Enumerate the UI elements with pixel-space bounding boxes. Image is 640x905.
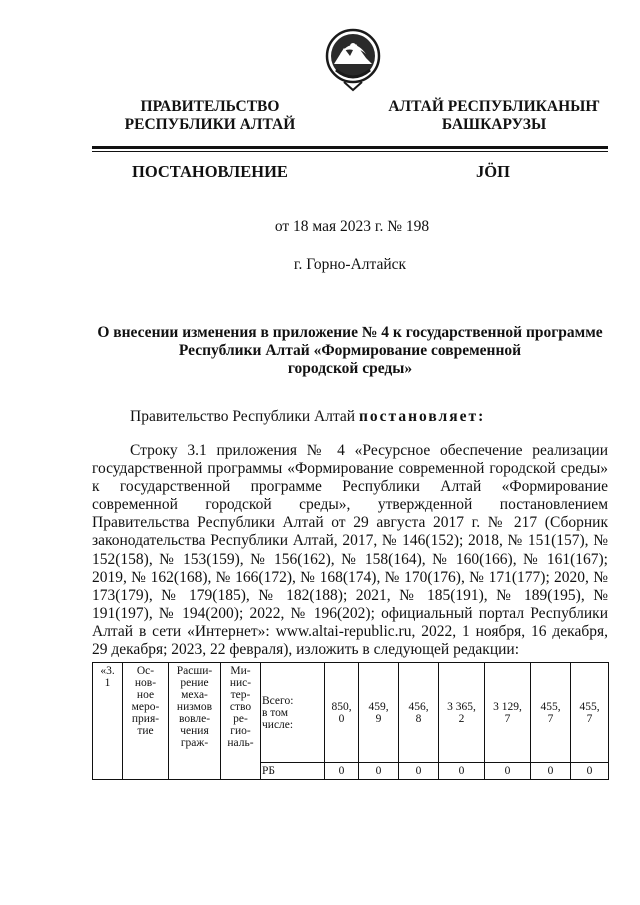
resolves-keyword: постановляет: [358, 408, 486, 425]
resolves-prefix: Правительство Республики Алтай [130, 408, 359, 425]
subject-title [92, 324, 608, 378]
table-cell-executor: Ми- нис- тер- ство ре- гио- наль- [221, 663, 261, 780]
table-cell-value: 0 [325, 763, 359, 780]
table-cell-value: 0 [531, 763, 571, 780]
header-right [380, 98, 608, 134]
table-cell-value: 0 [439, 763, 485, 780]
header-left [92, 98, 328, 134]
altai-coat-of-arms-icon [322, 26, 384, 92]
resolves-line [92, 408, 608, 426]
table-cell-value: 455, 7 [571, 663, 609, 763]
city: г. Горно-Алтайск [293, 256, 407, 273]
doc-type-left: ПОСТАНОВЛЕНИЕ [132, 162, 288, 181]
table-cell-value: 850, 0 [325, 663, 359, 763]
table-cell-value: 456, 8 [399, 663, 439, 763]
date-line: от 18 мая 2023 г. № 198 [274, 218, 430, 235]
table-cell-number: «3. 1 [93, 663, 123, 780]
table-cell-type: Ос- нов- ное меро- прия- тие [123, 663, 169, 780]
table-cell-value: 0 [359, 763, 399, 780]
header-right-line1: АЛТАЙ РЕСПУБЛИКАНЫҤ [388, 98, 600, 115]
subject-line2: Республики Алтай «Формирование современной [178, 342, 522, 359]
table-cell-value: 3 129, 7 [485, 663, 531, 763]
table-row [93, 663, 609, 763]
table-cell-value: 3 365, 2 [439, 663, 485, 763]
header-rule-thin [92, 151, 608, 152]
table-cell-value: 459, 9 [359, 663, 399, 763]
header-right-line2: БАШКАРУЗЫ [441, 116, 547, 133]
table-cell-value: 0 [485, 763, 531, 780]
table-cell-value: 455, 7 [531, 663, 571, 763]
table-cell-name: Расши- рение меха- низмов вовле- чения граж- [169, 663, 221, 780]
table-cell-value: 0 [399, 763, 439, 780]
subject-line1: О внесении изменения в приложение № 4 к государственной программе [97, 324, 603, 341]
resource-table [92, 662, 609, 780]
table-cell-value: 0 [571, 763, 609, 780]
table-cell-rb-label: РБ [261, 763, 325, 780]
table-cell-total-label: Всего: в том числе: [261, 663, 325, 763]
main-paragraph: Строку 3.1 приложения № 4 «Ресурсное обеспечение реализации государственной программы «Формирование современной городской среды» к государственной программе Республики Алтай «Формирование современной городской среды», утвержденной постановлением Правительства Республики Алтай от 29 августа 2017 г. № 217 (Сборник законодательства Республики Алтай, 2017, № 146(152); 2018, № 151(157), № 152(158), № 153(159), № 156(162), № 158(164), № 160(166), № 161(167); 2019, № 162(168), № 166(172), № 168(174), № 170(176), № 171(177); 2020, № 173(179), № 179(185), № 182(188); 2021, № 185(191), № 189(195), № 191(197), № 194(200); 2022, № 196(202); официальный портал Республики Алтай в сети «Интернет»: www.altai-republic.ru, 2022, 1 ноября, 16 декабря, 29 декабря; 2023, 22 февраля), изложить в следующей редакции: [92, 442, 608, 659]
header-rule-thick [92, 146, 608, 149]
doc-type-right: JӦП [476, 162, 510, 181]
header-left-line2: РЕСПУБЛИКИ АЛТАЙ [124, 116, 296, 133]
header-left-line1: ПРАВИТЕЛЬСТВО [140, 98, 280, 115]
subject-line3: городской среды» [287, 360, 413, 377]
